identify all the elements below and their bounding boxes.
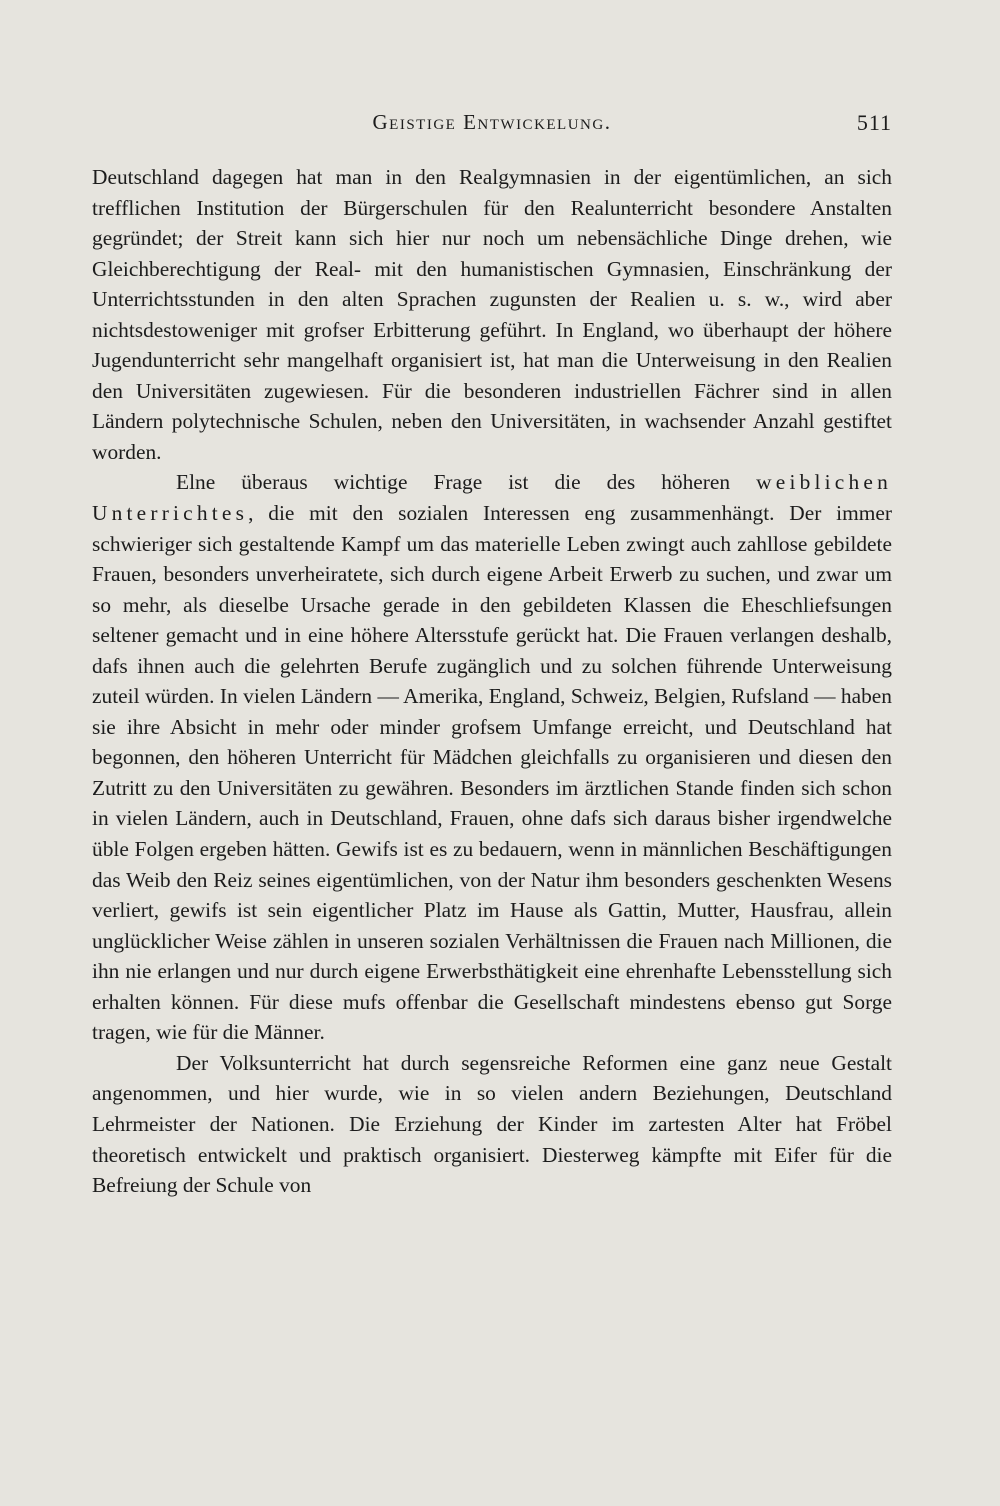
paragraph-2-text-rest: , die mit den sozialen Interessen eng zusammenhängt. Der immer schwieriger sich gestaltende Kampf um das materielle Leben zwingt auch zahllose gebildete Frauen, besonders unverheiratete, sich durch eigene Arbeit Erwerb zu suchen, und zwar um so mehr, als dieselbe Ursache gerade in den gebildeten Klassen die Eheschliefsungen seltener gemacht und in eine höhere Altersstufe gerückt hat. Die Frauen verlangen deshalb, dafs ihnen auch die gelehrten Berufe zugänglich und zu solchen führende Unterweisung zuteil würden. In vielen Ländern — Amerika, England, Schweiz, Belgien, Rufsland — haben sie ihre Absicht in mehr oder minder grofsem Umfange erreicht, und Deutschland hat begonnen, den höheren Unterricht für Mädchen gleichfalls zu organisieren und diesen den Zutritt zu den Universitäten zu gewähren. Besonders im ärztlichen Stande finden sich schon in vielen Ländern, auch in Deutschland, Frauen, ohne dafs sich daraus bisher irgendwelche üble Folgen ergeben hätten. Gewifs ist es zu bedauern, wenn in männlichen Beschäftigungen das Weib den Reiz seines eigentümlichen, von der Natur ihm besonders geschenkten Wesens verliert, gewifs ist sein eigentlicher Platz im Hause als Gattin, Mutter, Hausfrau, allein unglücklicher Weise zählen in unseren sozialen Verhältnissen die Frauen nach Millionen, die ihn nie erlangen und nur durch eigene Erwerbsthätigkeit eine ehrenhafte Lebensstellung sich erhalten können. Für diese mufs offenbar die Gesellschaft mindestens ebenso gut Sorge tragen, wie für die Männer.	[92, 501, 892, 1045]
paragraph-1: Deutschland dagegen hat man in den Realgymnasien in der eigentümlichen, an sich trefflichen Institution der Bürgerschulen für den Realunterricht besondere Anstalten gegründet; der Streit kann sich hier nur noch um nebensächliche Dinge drehen, wie Gleichberechtigung der Real- mit den humanistischen Gymnasien, Einschränkung der Unterrichtsstunden in den alten Sprachen zugunsten der Realien u. s. w., wird aber nichtsdestoweniger mit grofser Erbitterung geführt. In England, wo überhaupt der höhere Jugendunterricht sehr mangelhaft organisiert ist, hat man die Unterweisung in den Realien den Universitäten zugewiesen. Für die besonderen industriellen Fächrer sind in allen Ländern polytechnische Schulen, neben den Universitäten, in wachsender Anzahl gestiftet worden.	[92, 165, 892, 464]
emphasis-weiblichen-unterrichtes: weiblichen Unterrichtes	[92, 470, 892, 526]
page-header	[92, 110, 892, 140]
page-body	[92, 162, 892, 1201]
paragraph-2-text-start: Elne überaus wichtige Frage ist die des höheren	[176, 470, 757, 495]
paragraph-2	[92, 467, 892, 1047]
paragraph-3: Der Volksunterricht hat durch segensreiche Reformen eine ganz neue Gestalt angenommen, und hier wurde, wie in so vielen andern Beziehungen, Deutschland Lehrmeister der Nationen. Die Erziehung der Kinder im zartesten Alter hat Fröbel theoretisch entwickelt und praktisch organisiert. Diesterweg kämpfte mit Eifer für die Befreiung der Schule von	[92, 1050, 892, 1198]
page-number: 511	[856, 110, 892, 135]
running-head: Geistige Entwickelung.	[372, 110, 612, 134]
